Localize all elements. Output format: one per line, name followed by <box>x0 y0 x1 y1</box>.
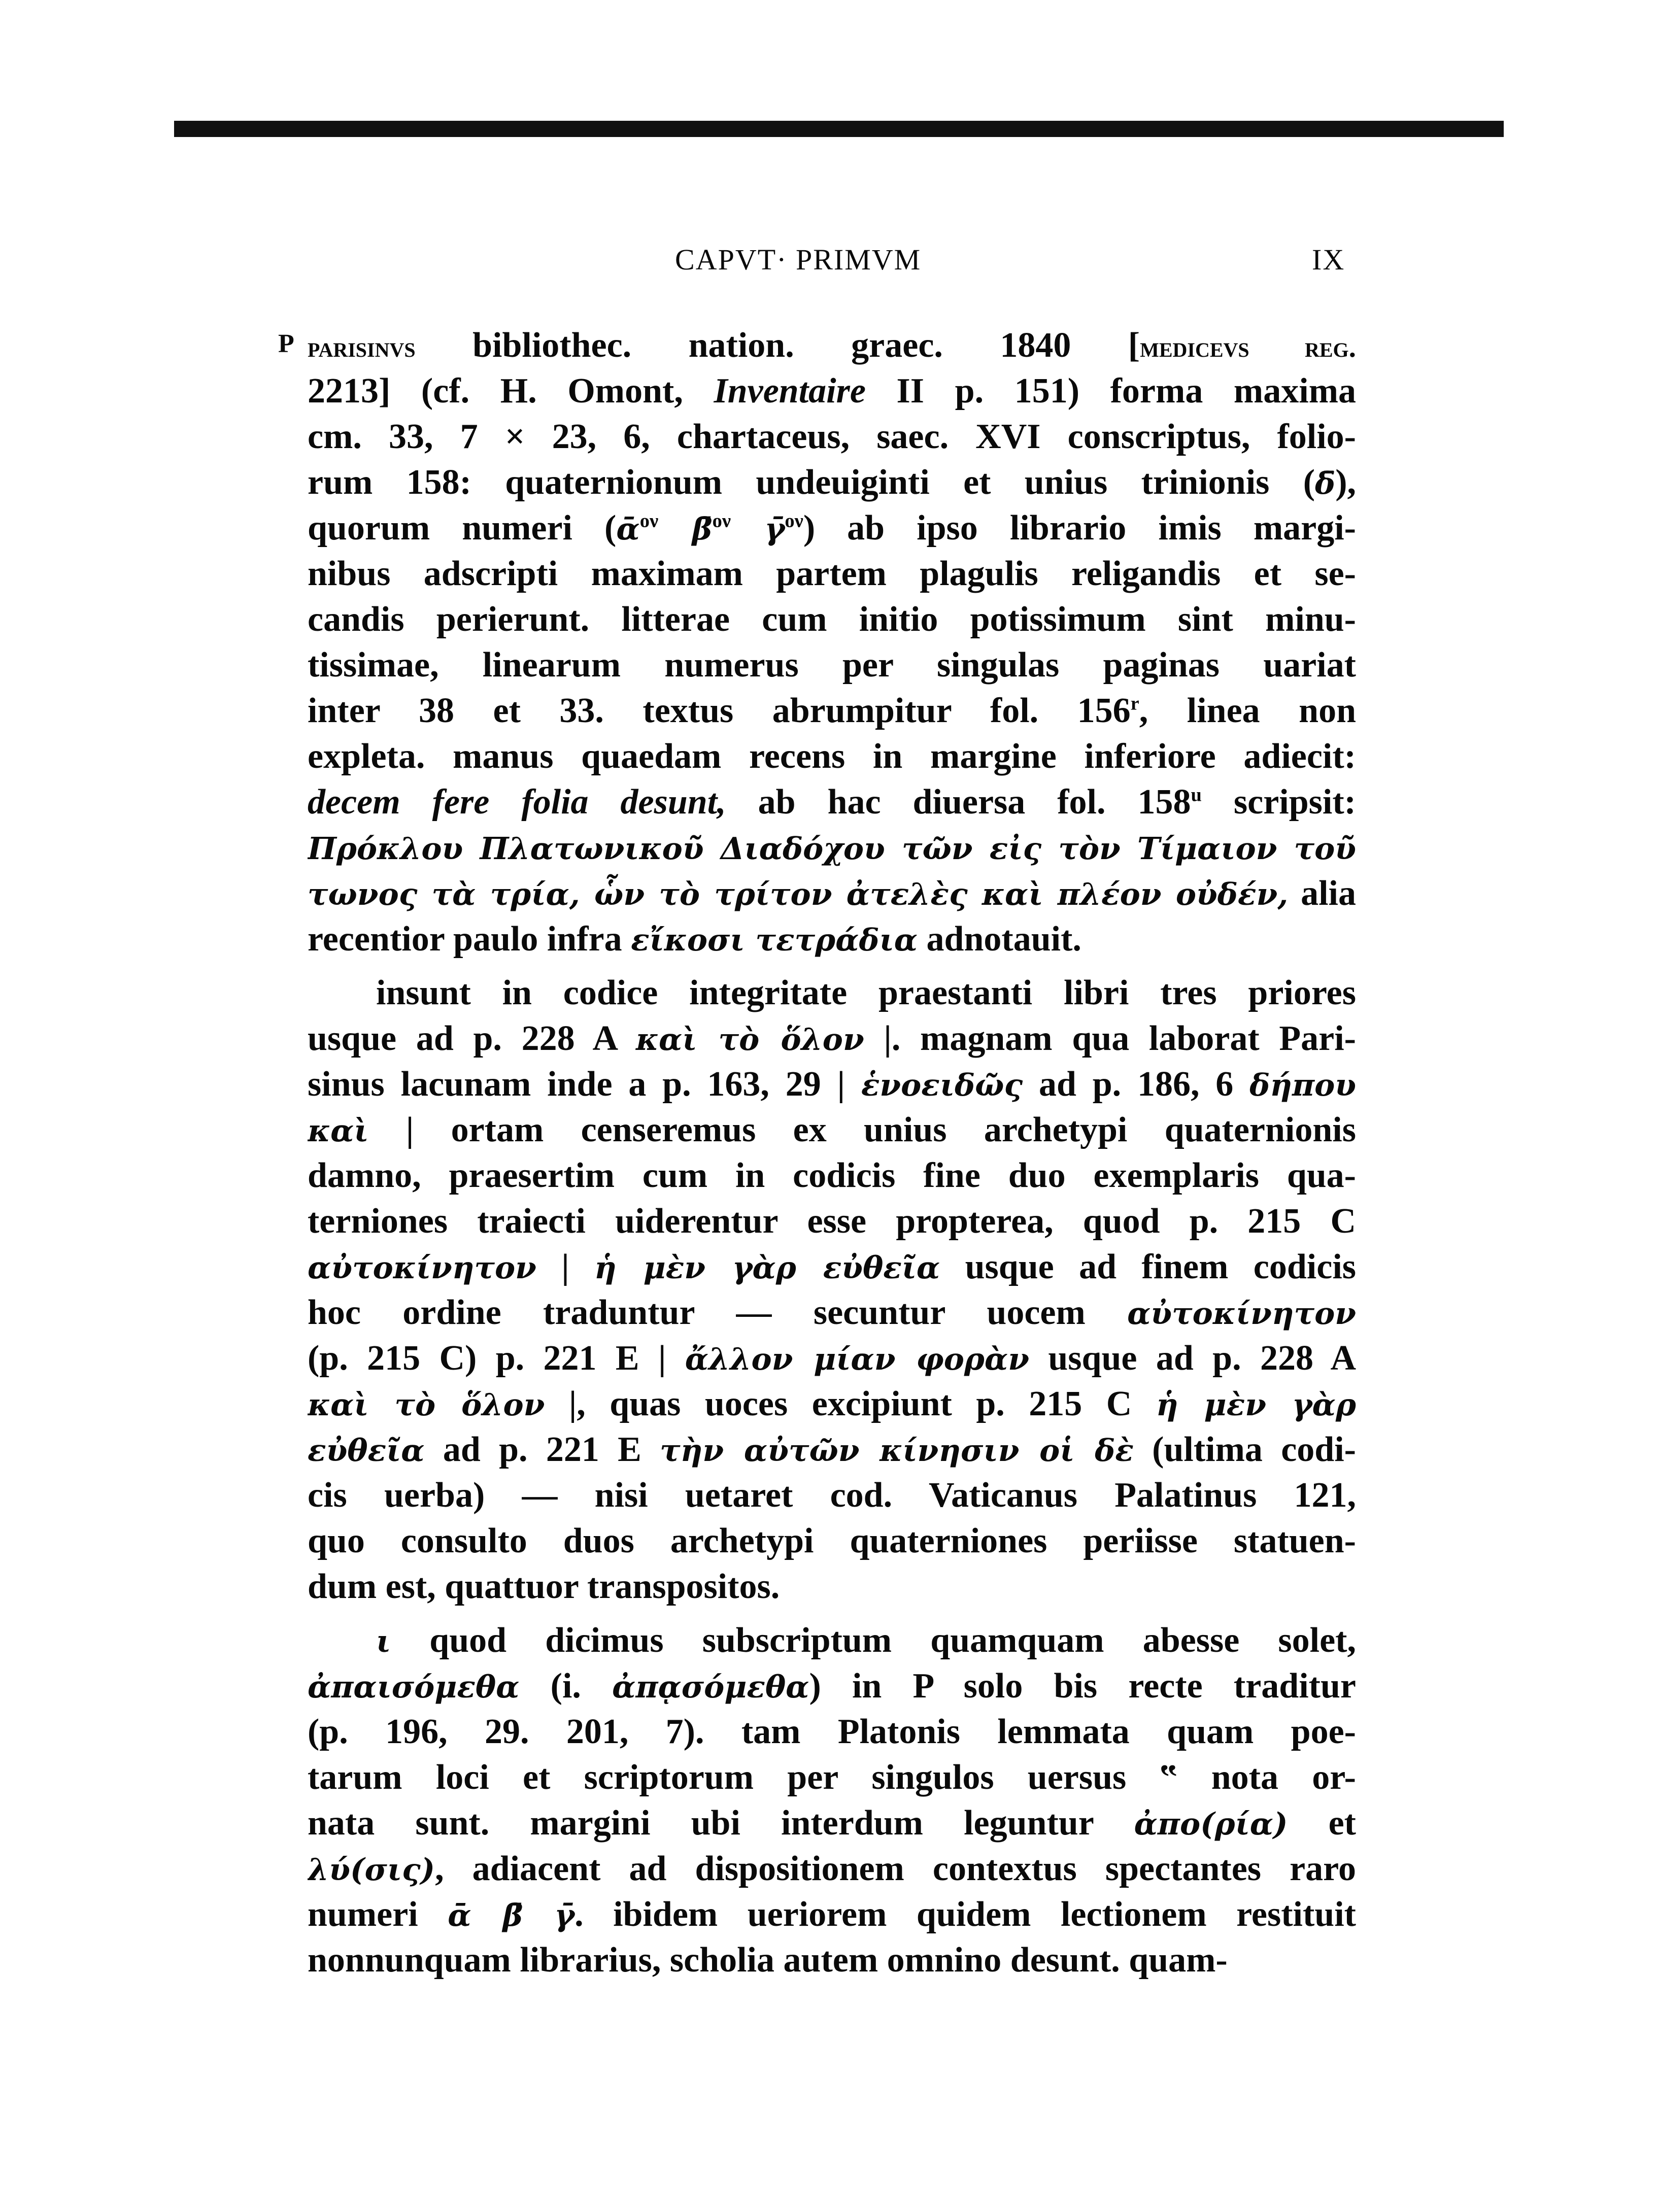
greek-text: λύ(σις) <box>308 1852 435 1888</box>
text-segment: nibus adscripti maximam partem plagulis religandis et se- <box>308 554 1356 593</box>
text-segment: scripsit: <box>1201 782 1356 822</box>
text-segment: damno, praesertim cum in codicis fine duo exemplaris qua- <box>308 1156 1356 1195</box>
greek-text: δ̄ <box>1315 465 1336 501</box>
text-segment: rum 158: quaternionum undeuiginti et unius trinionis ( <box>308 463 1315 502</box>
body-text <box>308 323 1356 1983</box>
small-caps-text: parisinvs <box>308 331 416 363</box>
text-segment: inter 38 et 33. textus abrumpitur fol. 156 <box>308 691 1131 730</box>
text-line <box>308 825 1356 871</box>
greek-text: αὐτοκίνητον <box>308 1250 536 1286</box>
text-segment: | <box>536 1247 595 1286</box>
top-rule <box>174 121 1504 137</box>
text-line <box>308 1663 1356 1709</box>
text-segment: | ortam censeremus ex unius archetypi quaternionis <box>368 1110 1356 1149</box>
greek-text: ᾱ β̄ γ̄ <box>448 1897 575 1933</box>
text-segment: (p. 215 C) p. 221 E | <box>308 1339 685 1378</box>
superscript: ον <box>712 510 731 532</box>
greek-text: ἀπαισόμεθα <box>308 1669 520 1705</box>
text-segment: nonnunquam librarius, scholia autem omnino desunt. quam- <box>308 1941 1228 1980</box>
paragraph <box>308 970 1356 1610</box>
paragraph <box>308 1618 1356 1983</box>
text-line <box>308 368 1356 414</box>
text-line <box>308 642 1356 688</box>
text-segment: |, quas uoces excipiunt p. 215 C <box>545 1384 1156 1423</box>
text-segment: ad p. 221 E <box>424 1430 660 1469</box>
greek-text: Πρόκλου Πλατωνικοῦ Διαδόχου τῶν εἰς τὸν Τίμαιον τοῦ <box>308 831 1356 867</box>
text-segment: insunt in codice integritate praestanti libri tres priores <box>376 973 1356 1012</box>
text-line <box>308 1062 1356 1107</box>
text-segment: , linea non <box>1139 691 1356 730</box>
small-caps-text: medicevs reg. <box>1140 331 1356 363</box>
superscript: u <box>1191 784 1202 806</box>
text-segment: numeri <box>308 1895 448 1934</box>
text-segment: 2213] (cf. H. Omont, <box>308 371 714 411</box>
greek-text: αὐτοκίνητον <box>1127 1296 1356 1332</box>
margin-siglum: P <box>278 329 294 358</box>
text-segment: adnotauit. <box>918 920 1081 959</box>
greek-text: γ̄ <box>731 511 785 547</box>
text-segment: |. magnam qua laborat Pari- <box>864 1019 1356 1058</box>
text-segment: ), <box>1335 463 1356 502</box>
text-line <box>308 1427 1356 1473</box>
greek-text: τωνος τὰ τρία, ὧν τὸ τρίτον ἀτελὲς καὶ πλέον οὐδέν, <box>308 876 1289 912</box>
text-line <box>308 551 1356 597</box>
text-segment: quo consulto duos archetypi quaterniones periisse statuen- <box>308 1521 1356 1560</box>
text-line <box>308 1381 1356 1427</box>
text-line <box>308 460 1356 505</box>
text-line <box>308 597 1356 642</box>
text-line <box>308 1290 1356 1336</box>
text-segment: (i. <box>519 1666 613 1706</box>
greek-text: ἡ μὲν γὰρ <box>1156 1387 1356 1423</box>
greek-text: καὶ τὸ ὅλον <box>308 1387 545 1423</box>
greek-text: ἀπο(ρία) <box>1134 1806 1288 1842</box>
text-segment: candis perierunt. litterae cum initio potissimum sint minu- <box>308 600 1356 639</box>
text-line <box>308 1473 1356 1518</box>
text-segment: quod dicimus subscriptum quamquam abesse solet, <box>391 1621 1356 1660</box>
text-segment: ) ab ipso librario imis margi- <box>803 508 1356 548</box>
text-segment: ab hac diuersa fol. 158 <box>726 782 1191 822</box>
running-head-title: CAPVT· PRIMVM <box>675 243 922 276</box>
greek-text: ᾱ <box>616 511 640 547</box>
text-segment: et <box>1288 1803 1356 1843</box>
text-segment: dum est, quattuor transpositos. <box>308 1567 780 1606</box>
superscript: r <box>1130 693 1139 714</box>
text-line <box>308 1107 1356 1153</box>
text-segment: ad p. 186, 6 <box>1023 1065 1250 1104</box>
greek-text: ἀπᾳσόμεθα <box>612 1669 809 1705</box>
text-segment: usque ad p. 228 A <box>1029 1339 1356 1378</box>
text-line <box>308 734 1356 779</box>
text-segment: usque ad p. 228 A <box>308 1019 636 1058</box>
text-segment: tarum loci et scriptorum per singulos uersus ‟ nota or- <box>308 1758 1356 1797</box>
text-segment: alia <box>1288 874 1356 913</box>
greek-text: εἴκοσι τετράδια <box>631 922 918 958</box>
text-line <box>308 1244 1356 1290</box>
text-segment: cis uerba) — nisi uetaret cod. Vaticanus Palatinus 121, <box>308 1476 1356 1515</box>
text-segment: hoc ordine traduntur — secuntur uocem <box>308 1293 1128 1332</box>
text-line <box>308 1518 1356 1564</box>
text-segment: sinus lacunam inde a p. 163, 29 | <box>308 1065 861 1104</box>
text-segment: tissimae, linearum numerus per singulas paginas uariat <box>308 645 1356 685</box>
text-segment: (p. 196, 29. 201, 7). tam Platonis lemmata quam poe- <box>308 1712 1356 1751</box>
text-segment: cm. 33, 7 × 23, 6, chartaceus, saec. XVI conscriptus, folio- <box>308 417 1356 456</box>
greek-text: δήπου <box>1249 1067 1356 1103</box>
text-segment: expleta. manus quaedam recens in margine inferiore adiecit: <box>308 737 1356 776</box>
greek-text: εὐθεῖα <box>308 1433 425 1469</box>
paragraph <box>308 323 1356 962</box>
text-line <box>308 1709 1356 1755</box>
text-line <box>308 779 1356 825</box>
text-line <box>308 1846 1356 1892</box>
text-segment: nata sunt. margini ubi interdum leguntur <box>308 1803 1134 1843</box>
text-line <box>308 1199 1356 1244</box>
text-line <box>308 1937 1356 1983</box>
text-line <box>308 1336 1356 1381</box>
text-segment: ) in P solo bis recte traditur <box>809 1666 1356 1706</box>
text-line <box>308 1800 1356 1846</box>
greek-text: ἑνοειδῶς <box>861 1067 1023 1103</box>
greek-text: τὴν αὐτῶν κίνησιν οἱ δὲ <box>660 1433 1134 1469</box>
text-segment: usque ad finem codicis <box>940 1247 1356 1286</box>
text-line <box>308 1153 1356 1199</box>
text-line <box>308 916 1356 962</box>
greek-text: ι <box>376 1623 391 1659</box>
text-line <box>308 505 1356 551</box>
text-line <box>308 1016 1356 1062</box>
text-segment: recentior paulo infra <box>308 920 631 959</box>
text-line <box>308 1755 1356 1800</box>
text-line <box>308 688 1356 734</box>
greek-text: καὶ τὸ ὅλον <box>635 1022 864 1058</box>
text-line <box>308 1564 1356 1610</box>
page-number: IX <box>1312 243 1345 276</box>
text-segment: bibliothec. nation. graec. 1840 [ <box>415 326 1140 365</box>
superscript: ον <box>785 510 803 532</box>
text-segment: (ultima codi- <box>1133 1430 1356 1469</box>
superscript: ον <box>639 510 659 532</box>
text-segment: II p. 151) forma maxima <box>865 371 1356 411</box>
italic-text: decem fere folia desunt, <box>308 782 726 822</box>
greek-text: β̄ <box>658 511 713 547</box>
text-segment: , adiacent ad dispositionem contextus spectantes raro <box>435 1849 1356 1888</box>
text-segment: . ibidem ueriorem quidem lectionem restituit <box>574 1895 1356 1934</box>
greek-text: ἄλλον μίαν φορὰν <box>685 1341 1029 1377</box>
text-line <box>308 871 1356 916</box>
italic-text: Inventaire <box>714 371 866 411</box>
text-line <box>308 970 1356 1016</box>
greek-text: καὶ <box>308 1113 369 1149</box>
greek-text: ἡ μὲν γὰρ εὐθεῖα <box>594 1250 940 1286</box>
text-line <box>308 414 1356 460</box>
text-line <box>308 323 1356 368</box>
text-line <box>308 1892 1356 1937</box>
text-segment: quorum numeri ( <box>308 508 617 548</box>
text-line <box>308 1618 1356 1663</box>
text-segment: terniones traiecti uiderentur esse propterea, quod p. 215 C <box>308 1202 1356 1241</box>
